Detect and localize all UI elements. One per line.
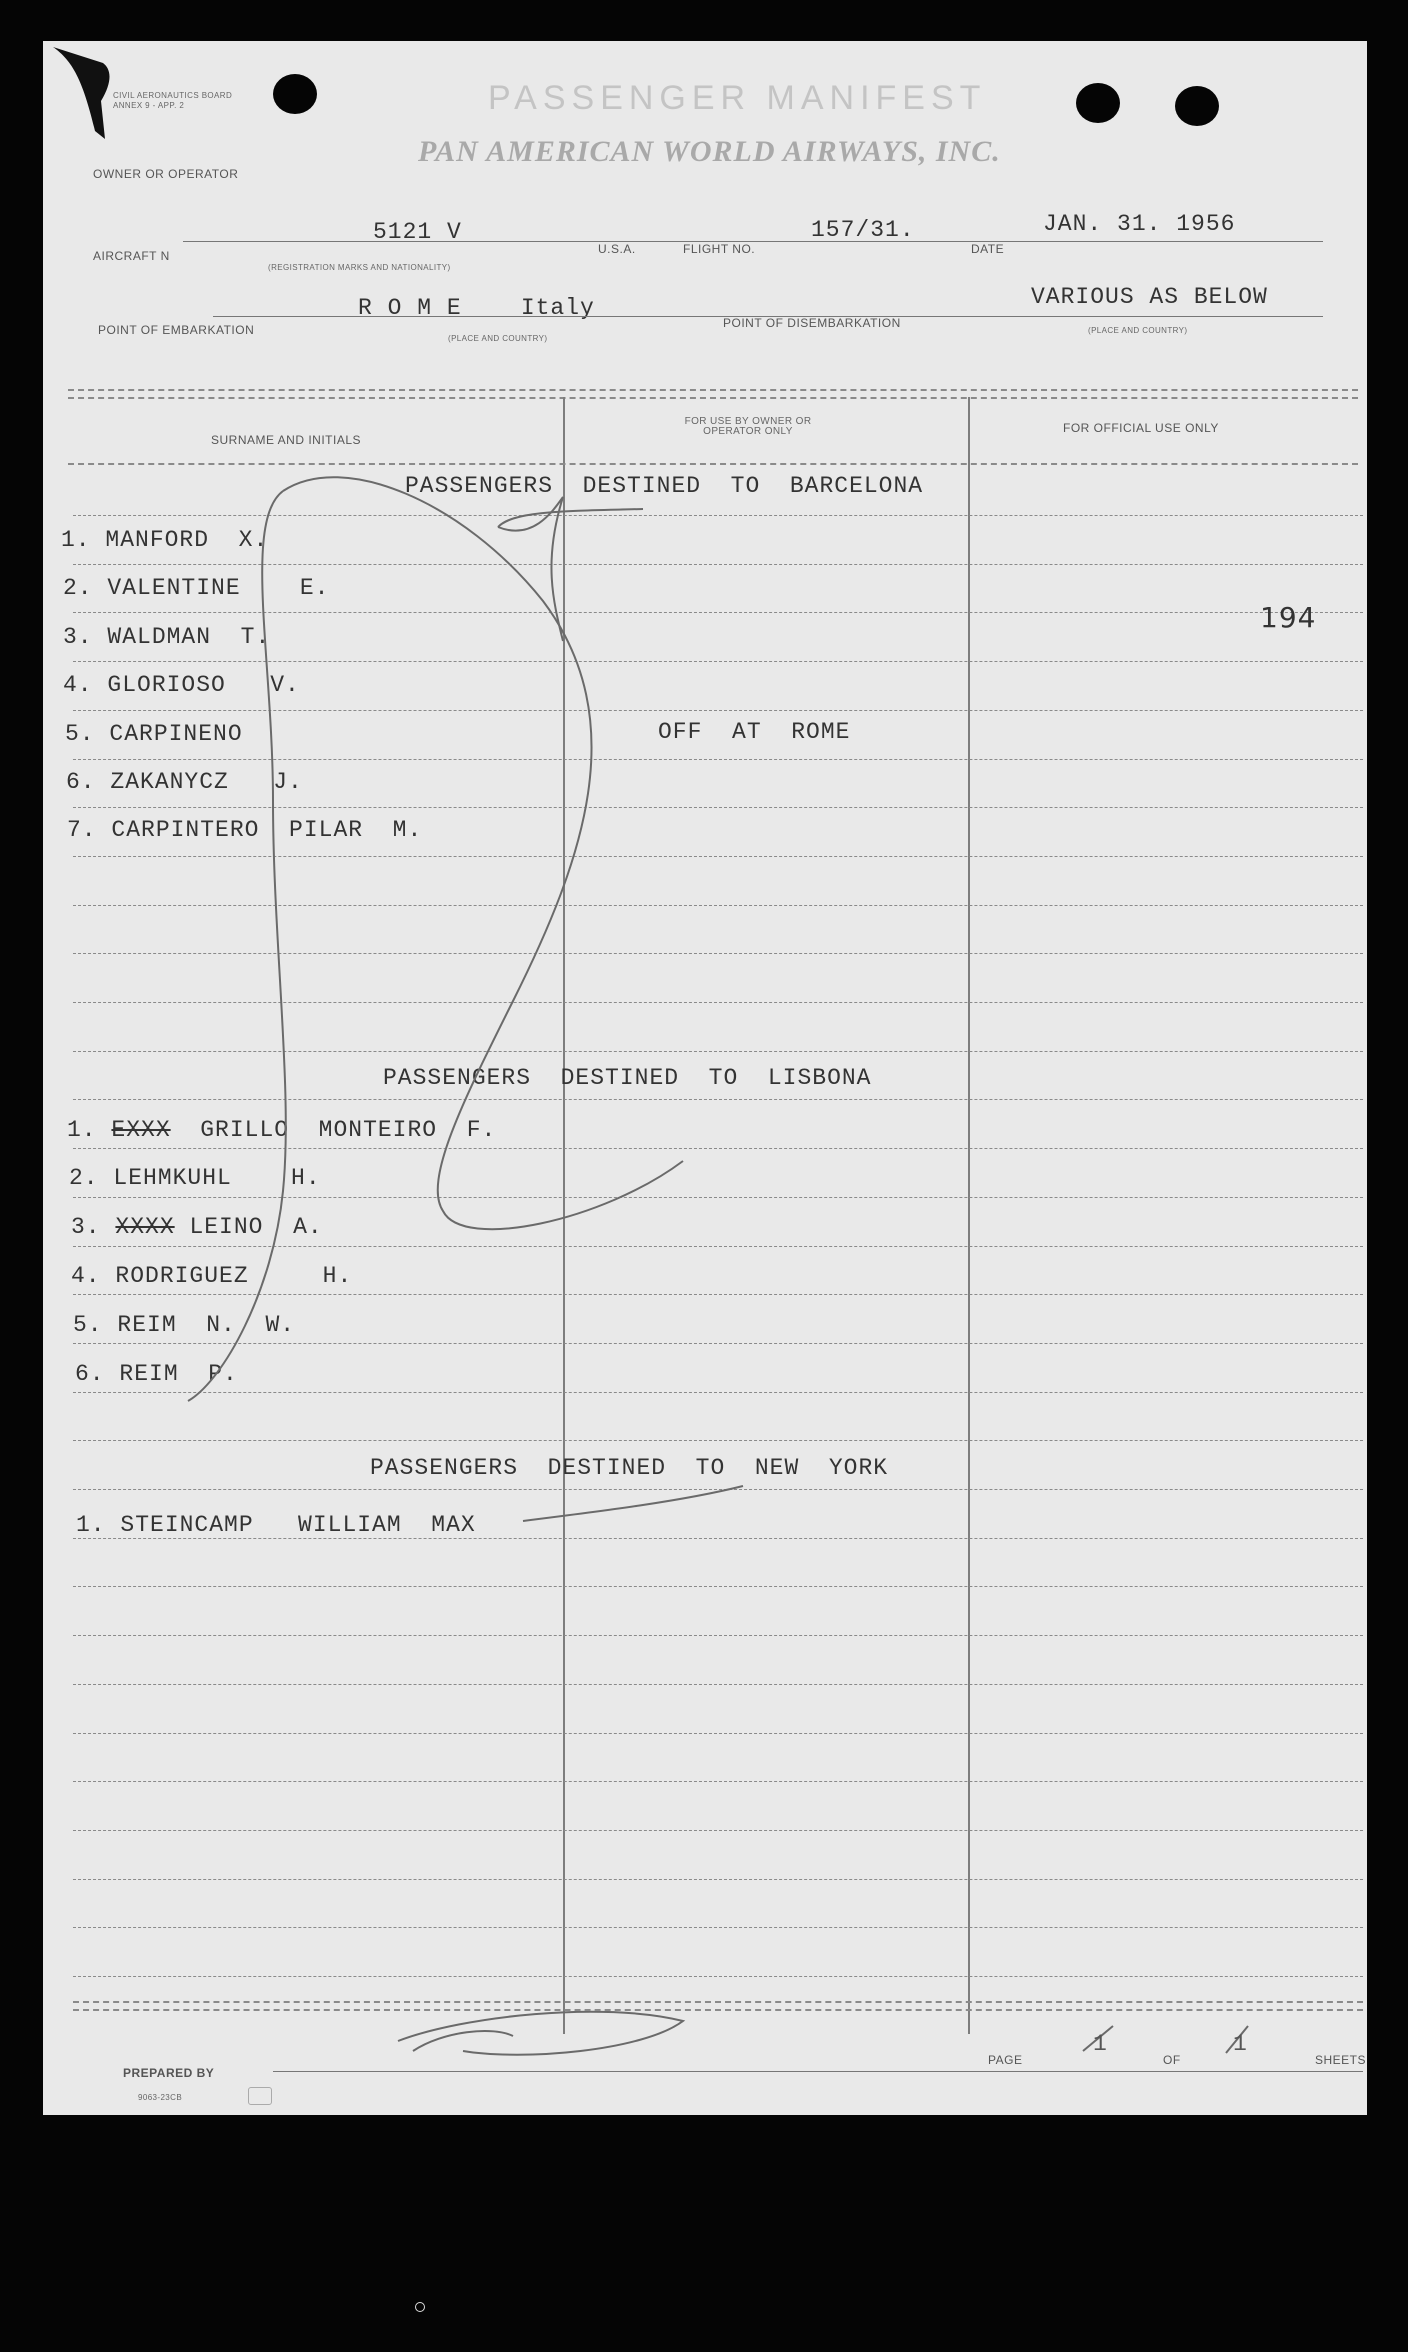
signature-line	[273, 2071, 1363, 2072]
aircraft-value: 5121 V	[373, 219, 462, 245]
date-label: DATE	[971, 242, 1005, 256]
column-header-official: FOR OFFICIAL USE ONLY	[1063, 421, 1219, 435]
disembarkation-value: VARIOUS AS BELOW	[1031, 284, 1268, 310]
passenger-name: VALENTINE E.	[107, 575, 330, 601]
form-number: 9063-23CB	[138, 2093, 183, 2102]
company-name: PAN AMERICAN WORLD AIRWAYS, INC.	[418, 135, 1001, 168]
disembarkation-caption: (PLACE AND COUNTRY)	[1088, 326, 1188, 335]
passenger-number: 2.	[63, 575, 93, 601]
footer-rule	[73, 2001, 1363, 2003]
scan-artifact-dot	[415, 2302, 425, 2312]
sheets-label: SHEETS	[1315, 2053, 1367, 2067]
form-ref-line-1: CIVIL AERONAUTICS BOARD	[113, 91, 233, 100]
passenger-name: STEINCAMP WILLIAM MAX	[120, 1512, 476, 1538]
passenger-number: 3.	[71, 1214, 101, 1240]
passenger-number: 4.	[71, 1263, 101, 1289]
aircraft-caption: (REGISTRATION MARKS AND NATIONALITY)	[268, 263, 451, 272]
column-header-owner: FOR USE BY OWNER OR OPERATOR ONLY	[684, 416, 812, 437]
passenger-number: 1.	[67, 1117, 97, 1143]
pencil-annotation	[43, 41, 1367, 2115]
of-value: 1	[1233, 2031, 1248, 2057]
group-heading: PASSENGERS DESTINED TO BARCELONA	[405, 473, 924, 499]
group-heading: PASSENGERS DESTINED TO LISBONA	[383, 1065, 872, 1091]
passenger-name: RODRIGUEZ H.	[115, 1263, 353, 1289]
passenger-name: MANFORD X.	[105, 527, 269, 553]
passenger-struck-name: XXXX	[115, 1214, 175, 1240]
manifest-sheet	[43, 41, 1367, 2115]
group-heading: PASSENGERS DESTINED TO NEW YORK	[370, 1455, 889, 1481]
gpo-logo	[248, 2087, 272, 2105]
passenger-number: 1.	[76, 1512, 106, 1538]
passenger-note: OFF AT ROME	[658, 719, 851, 745]
passenger-number: 6.	[66, 769, 96, 795]
disembarkation-label: POINT OF DISEMBARKATION	[723, 316, 901, 330]
passenger-name: REIM P.	[119, 1361, 238, 1387]
passenger-number: 5.	[65, 721, 95, 747]
passenger-name: ZAKANYCZ J.	[110, 769, 303, 795]
column-header-surname: SURNAME AND INITIALS	[211, 433, 362, 447]
flight-value: 157/31.	[811, 217, 915, 243]
owner-label: OWNER OR OPERATOR	[93, 167, 239, 181]
of-label: OF	[1163, 2053, 1181, 2067]
passenger-number: 3.	[63, 624, 93, 650]
footer-rule	[73, 2009, 1363, 2011]
manifest-title: PASSENGER MANIFEST	[488, 79, 987, 117]
passenger-number: 6.	[75, 1361, 105, 1387]
form-ref-line-2: ANNEX 9 - APP. 2	[113, 101, 185, 110]
page-label: PAGE	[988, 2053, 1023, 2067]
passenger-number: 2.	[69, 1165, 99, 1191]
date-value: JAN. 31. 1956	[1043, 211, 1236, 237]
passenger-name: LEINO A.	[189, 1214, 323, 1240]
passenger-number: 7.	[67, 817, 97, 843]
passenger-struck-name: EXXX	[111, 1117, 171, 1143]
passenger-number: 1.	[61, 527, 91, 553]
page-value: 1	[1093, 2031, 1108, 2057]
embarkation-label: POINT OF EMBARKATION	[98, 323, 255, 337]
passenger-name: GLORIOSO V.	[107, 672, 300, 698]
passenger-name: CARPINENO	[109, 721, 243, 747]
embarkation-value: R O M E Italy	[358, 295, 595, 321]
passenger-name: CARPINTERO PILAR M.	[111, 817, 423, 843]
passenger-name: WALDMAN T.	[107, 624, 271, 650]
prepared-by-label: PREPARED BY	[123, 2066, 215, 2080]
passenger-name: LEHMKUHL H.	[113, 1165, 321, 1191]
nationality: U.S.A.	[598, 242, 636, 256]
passenger-name: REIM N. W.	[117, 1312, 296, 1338]
passenger-name: GRILLO MONTEIRO F.	[200, 1117, 497, 1143]
flight-label: FLIGHT NO.	[683, 242, 756, 256]
page-stamp-number: 194	[1260, 601, 1317, 634]
aircraft-label: AIRCRAFT N	[93, 249, 170, 263]
passenger-number: 5.	[73, 1312, 103, 1338]
passenger-number: 4.	[63, 672, 93, 698]
embarkation-caption: (PLACE AND COUNTRY)	[448, 334, 548, 343]
